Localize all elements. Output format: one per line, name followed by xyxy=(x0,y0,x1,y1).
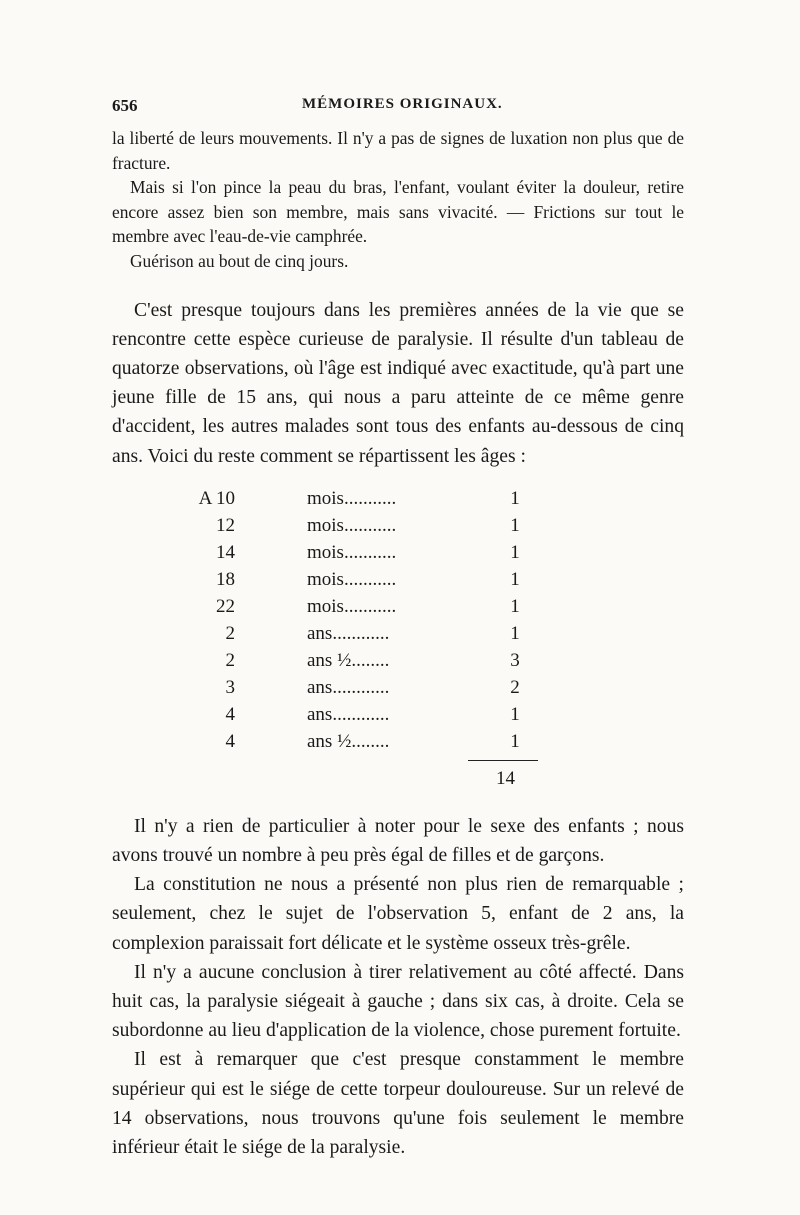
age-count: 1 xyxy=(510,541,520,563)
age-unit: mois........... xyxy=(307,595,397,617)
age-table xyxy=(112,488,684,808)
intro-paragraph: C'est presque toujours dans les premières années de la vie que se rencontre cette espèce curieuse de paralysie. Il résulte d'un tableau de quatorze observations, où l'âge est indiqué avec exactitude, qu'à part une jeune fille de 15 ans, qui nous a paru atteinte de ce même genre d'accident, les autres malades sont tous des enfants au-dessous de cinq ans. Voici du reste comment se répartissent les âges : xyxy=(112,299,684,467)
age-total: 14 xyxy=(496,767,515,789)
age-count: 2 xyxy=(510,676,520,698)
age-value: 4 xyxy=(225,730,235,752)
age-count: 1 xyxy=(510,487,520,509)
age-count: 1 xyxy=(510,622,520,644)
age-value: 3 xyxy=(225,676,235,698)
age-count: 1 xyxy=(510,568,520,590)
age-unit: mois........... xyxy=(307,568,397,590)
observation-paragraph: Mais si l'on pince la peau du bras, l'enfant, voulant éviter la douleur, retire encore assez bien son membre, mais sans vivacité. — Frictions sur tout le membre avec l'eau-de-vie camphrée. xyxy=(112,177,684,247)
age-value: A 10 xyxy=(198,487,235,509)
body-paragraph: Il est à remarquer que c'est presque constamment le membre supérieur qui est le siége de cette torpeur douloureuse. Sur un relevé de 14 observations, nous trouvons qu'une fois seulement le membre inférieur était le siége de la paralysie. xyxy=(112,1049,684,1159)
age-row xyxy=(112,650,532,677)
age-unit: ans............ xyxy=(307,703,390,725)
age-unit: ans ½........ xyxy=(307,730,390,752)
age-row xyxy=(112,623,532,650)
age-row xyxy=(112,731,532,758)
age-value: 12 xyxy=(216,514,235,536)
observation-text xyxy=(112,126,684,274)
age-row xyxy=(112,488,532,515)
age-count: 3 xyxy=(510,649,520,671)
main-text xyxy=(112,296,684,471)
total-rule xyxy=(468,760,538,761)
age-value: 14 xyxy=(216,541,235,563)
book-page xyxy=(112,96,684,1162)
age-value: 22 xyxy=(216,595,235,617)
age-unit: ans ½........ xyxy=(307,649,390,671)
body-paragraph: Il n'y a rien de particulier à noter pour le sexe des enfants ; nous avons trouvé un nombre à peu près égal de filles et de garçons. xyxy=(112,815,684,866)
running-title: MÉMOIRES ORIGINAUX. xyxy=(302,96,503,112)
age-count: 1 xyxy=(510,595,520,617)
age-row xyxy=(112,677,532,704)
age-count: 1 xyxy=(510,703,520,725)
observation-paragraph: Guérison au bout de cinq jours. xyxy=(130,250,349,271)
age-row xyxy=(112,596,532,623)
body-paragraph: Il n'y a aucune conclusion à tirer relativement au côté affecté. Dans huit cas, la paralysie siégeait à gauche ; dans six cas, à droite. Cela se subordonne au lieu d'application de la violence, chose purement fortuite. xyxy=(112,961,684,1042)
age-value: 2 xyxy=(225,622,235,644)
age-count: 1 xyxy=(510,514,520,536)
age-value: 4 xyxy=(225,703,235,725)
age-unit: ans............ xyxy=(307,676,390,698)
age-unit: ans............ xyxy=(307,622,390,644)
observation-paragraph: la liberté de leurs mouvements. Il n'y a pas de signes de luxation non plus que de fracture. xyxy=(112,128,684,173)
page-header xyxy=(112,96,684,126)
age-count: 1 xyxy=(510,730,520,752)
age-unit: mois........... xyxy=(307,541,397,563)
age-value: 18 xyxy=(216,568,235,590)
body-paragraph: La constitution ne nous a présenté non plus rien de remarquable ; seulement, chez le sujet de l'observation 5, enfant de 2 ans, la complexion paraissait fort délicate et le système osseux très-grêle. xyxy=(112,874,684,954)
age-value: 2 xyxy=(225,649,235,671)
age-row xyxy=(112,569,532,596)
age-unit: mois........... xyxy=(307,487,397,509)
main-text-continued xyxy=(112,812,684,1162)
page-number: 656 xyxy=(112,96,138,115)
age-row xyxy=(112,542,532,569)
age-unit: mois........... xyxy=(307,514,397,536)
age-row xyxy=(112,704,532,731)
age-row xyxy=(112,515,532,542)
